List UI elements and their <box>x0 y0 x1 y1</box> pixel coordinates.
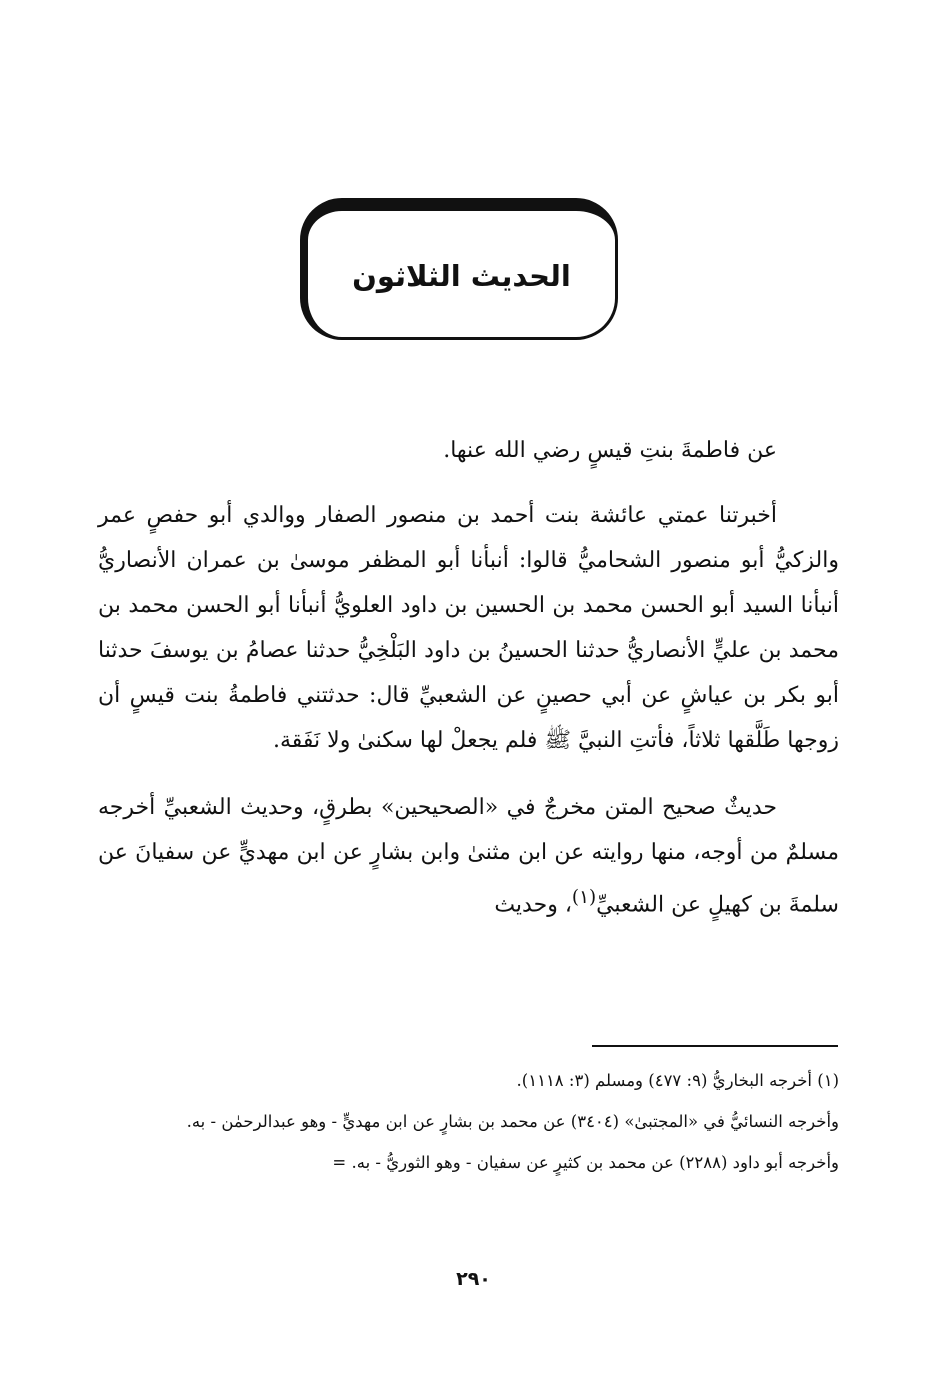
isnad-paragraph: أخبرتنا عمتي عائشة بنت أحمد بن منصور الصفار ووالدي أبو حفصٍ عمر والزكيُّ أبو منصور الشحاميُّ قالوا: أنبأنا أبو المظفر موسىٰ بن عمران الأنصاريُّ أنبأنا السيد أبو الحسن محمد بن الحسين بن داود العلويُّ أنبأنا أبو الحسن محمد بن محمد بن عليٍّ الأنصاريُّ حدثنا الحسينُ بن داود البَلْخِيُّ حدثنا عصامُ بن يوسفَ حدثنا أبو بكر بن عياشٍ عن أبي حصينٍ عن الشعبيِّ قال: حدثتني فاطمةُ بنت قيسٍ أن زوجها طَلَّقها ثلاثاً، فأتتِ النبيَّ ﷺ فلم يجعلْ لها سكنىٰ ولا نَفَقة. <box>98 503 839 753</box>
main-text <box>98 428 839 927</box>
chapter-title-frame <box>300 198 618 340</box>
commentary-paragraph <box>98 785 839 927</box>
footnote-line: (١) أخرجه البخاريُّ (٩: ٤٧٧) ومسلم (٣: ١١١٨). <box>516 1071 839 1090</box>
footnote-separator <box>592 1045 838 1047</box>
footnote-marker: (١) <box>571 887 597 908</box>
footnotes <box>78 1062 839 1181</box>
footnote-line: وأخرجه أبو داود (٢٢٨٨) عن محمد بن كثيرٍ عن سفيان - وهو الثوريُّ - به. = <box>332 1153 839 1172</box>
chapter-title: الحديث الثلاثون <box>352 259 571 293</box>
commentary-tail: ، وحديث <box>494 892 572 918</box>
hadith-narrator-line: عن فاطمةَ بنتِ قيسٍ رضي الله عنها. <box>443 438 777 463</box>
commentary-text: حديثٌ صحيح المتن مخرجٌ في «الصحيحين» بطرقٍ، وحديث الشعبيِّ أخرجه مسلمٌ من أوجه، منها روايته عن ابن مثنىٰ وابن بشارٍ عن ابن مهديٍّ عن سفيانَ عن سلمةَ بن كهيلٍ عن الشعبيِّ <box>98 795 839 918</box>
footnote-line: وأخرجه النسائيُّ في «المجتبىٰ» (٣٤٠٤) عن محمد بن بشارٍ عن ابن مهديٍّ - وهو عبدالرحمٰن - به. <box>186 1112 839 1131</box>
page-number: ٢٩٠ <box>456 1268 491 1290</box>
